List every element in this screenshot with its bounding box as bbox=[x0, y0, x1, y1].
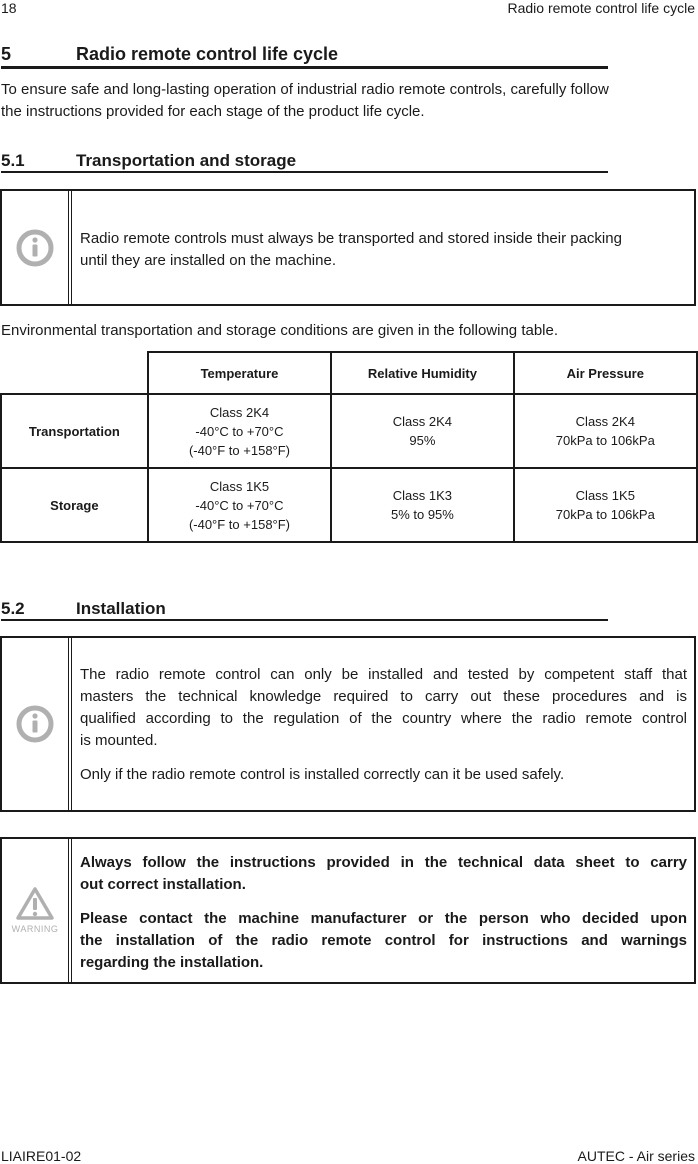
subsection-title: Installation bbox=[76, 599, 166, 618]
table-header-cell: Temperature bbox=[148, 352, 331, 394]
info-paragraph: Only if the radio remote control is installed correctly can it be used safely. bbox=[80, 766, 565, 783]
table-header-cell: Relative Humidity bbox=[331, 352, 513, 394]
section-heading bbox=[1, 44, 608, 69]
warning-icon-label: WARNING bbox=[11, 924, 59, 934]
info-box-installation bbox=[0, 636, 696, 812]
cell-line: 70kPa to 106kPa bbox=[555, 433, 655, 448]
cell-line: (-40°F to +158°F) bbox=[188, 516, 291, 532]
subsection-heading-transport bbox=[1, 151, 608, 173]
page-number: 18 bbox=[1, 0, 17, 16]
warning-line: the installation of the radio remote control for instructions and warnings bbox=[80, 932, 687, 949]
info-icon-cell bbox=[2, 638, 72, 810]
cell-line: -40°C to +70°C bbox=[195, 497, 284, 513]
table-corner-cell bbox=[1, 352, 148, 394]
table-cell bbox=[514, 468, 697, 542]
cell-line: Class 2K4 bbox=[209, 404, 270, 420]
warning-icon bbox=[16, 887, 54, 921]
info-box-transport bbox=[0, 189, 696, 306]
cell-line: Class 1K5 bbox=[209, 478, 270, 494]
table-cell bbox=[331, 394, 513, 468]
info-line: qualified according to the regulation of the country where the radio remote control bbox=[80, 710, 687, 727]
table-cell bbox=[331, 468, 513, 542]
table-row-label: Storage bbox=[1, 468, 148, 542]
warning-box-text bbox=[80, 852, 687, 986]
intro-line: the instructions provided for each stage of the product life cycle. bbox=[1, 103, 425, 120]
cell-line: Class 2K4 bbox=[575, 414, 635, 429]
info-line: masters the technical knowledge required to carry out these procedures and is bbox=[80, 688, 687, 705]
cell-line: 95% bbox=[409, 433, 436, 448]
subsection-number: 5.2 bbox=[1, 599, 25, 618]
section-number: 5 bbox=[1, 44, 12, 64]
table-row bbox=[1, 394, 697, 468]
subsection-number: 5.1 bbox=[1, 151, 25, 170]
footer-series: AUTEC - Air series bbox=[577, 1148, 695, 1164]
cell-line: (-40°F to +158°F) bbox=[188, 442, 291, 458]
warning-paragraph bbox=[80, 852, 687, 896]
warning-line: out correct installation. bbox=[80, 876, 246, 893]
subsection-heading-installation bbox=[1, 599, 608, 621]
environment-table bbox=[0, 351, 698, 543]
running-title: Radio remote control life cycle bbox=[507, 0, 695, 16]
info-icon-cell bbox=[2, 191, 72, 304]
warning-line: Always follow the instructions provided in the technical data sheet to carry bbox=[80, 854, 687, 871]
table-header-row bbox=[1, 352, 697, 394]
footer-doc-code: LIAIRE01-02 bbox=[1, 1148, 82, 1164]
info-paragraph bbox=[80, 664, 687, 752]
info-line: is mounted. bbox=[80, 732, 158, 749]
info-line: Radio remote controls must always be transported and stored inside their packing bbox=[80, 230, 622, 247]
cell-line: Class 1K5 bbox=[575, 488, 635, 503]
cell-line: -40°C to +70°C bbox=[195, 423, 284, 439]
info-line: until they are installed on the machine. bbox=[80, 252, 336, 269]
section-intro bbox=[1, 79, 697, 123]
warning-paragraph bbox=[80, 908, 687, 974]
info-icon bbox=[15, 704, 55, 744]
info-box-text bbox=[80, 664, 687, 798]
table-cell bbox=[148, 394, 331, 468]
cell-line: 5% to 95% bbox=[390, 507, 454, 522]
table-cell bbox=[514, 394, 697, 468]
info-box-text bbox=[80, 228, 687, 272]
table-row bbox=[1, 468, 697, 542]
table-row-label: Transportation bbox=[1, 394, 148, 468]
cell-line: Class 2K4 bbox=[392, 414, 453, 429]
table-header-cell: Air Pressure bbox=[514, 352, 697, 394]
warning-line: regarding the installation. bbox=[80, 954, 264, 971]
cell-line: Class 1K3 bbox=[392, 488, 453, 503]
warning-line: Please contact the machine manufacturer or the person who decided upon bbox=[80, 910, 687, 927]
warning-icon-cell bbox=[2, 839, 72, 982]
table-cell bbox=[148, 468, 331, 542]
info-icon bbox=[15, 228, 55, 268]
section-title: Radio remote control life cycle bbox=[76, 44, 339, 64]
table-intro: Environmental transportation and storage conditions are given in the following table. bbox=[1, 322, 559, 339]
subsection-title: Transportation and storage bbox=[76, 151, 297, 170]
info-line: The radio remote control can only be installed and tested by competent staff that bbox=[80, 666, 687, 683]
intro-line: To ensure safe and long-lasting operation of industrial radio remote controls, carefully follow bbox=[1, 81, 609, 98]
cell-line: 70kPa to 106kPa bbox=[555, 507, 655, 522]
warning-box-installation bbox=[0, 837, 696, 984]
